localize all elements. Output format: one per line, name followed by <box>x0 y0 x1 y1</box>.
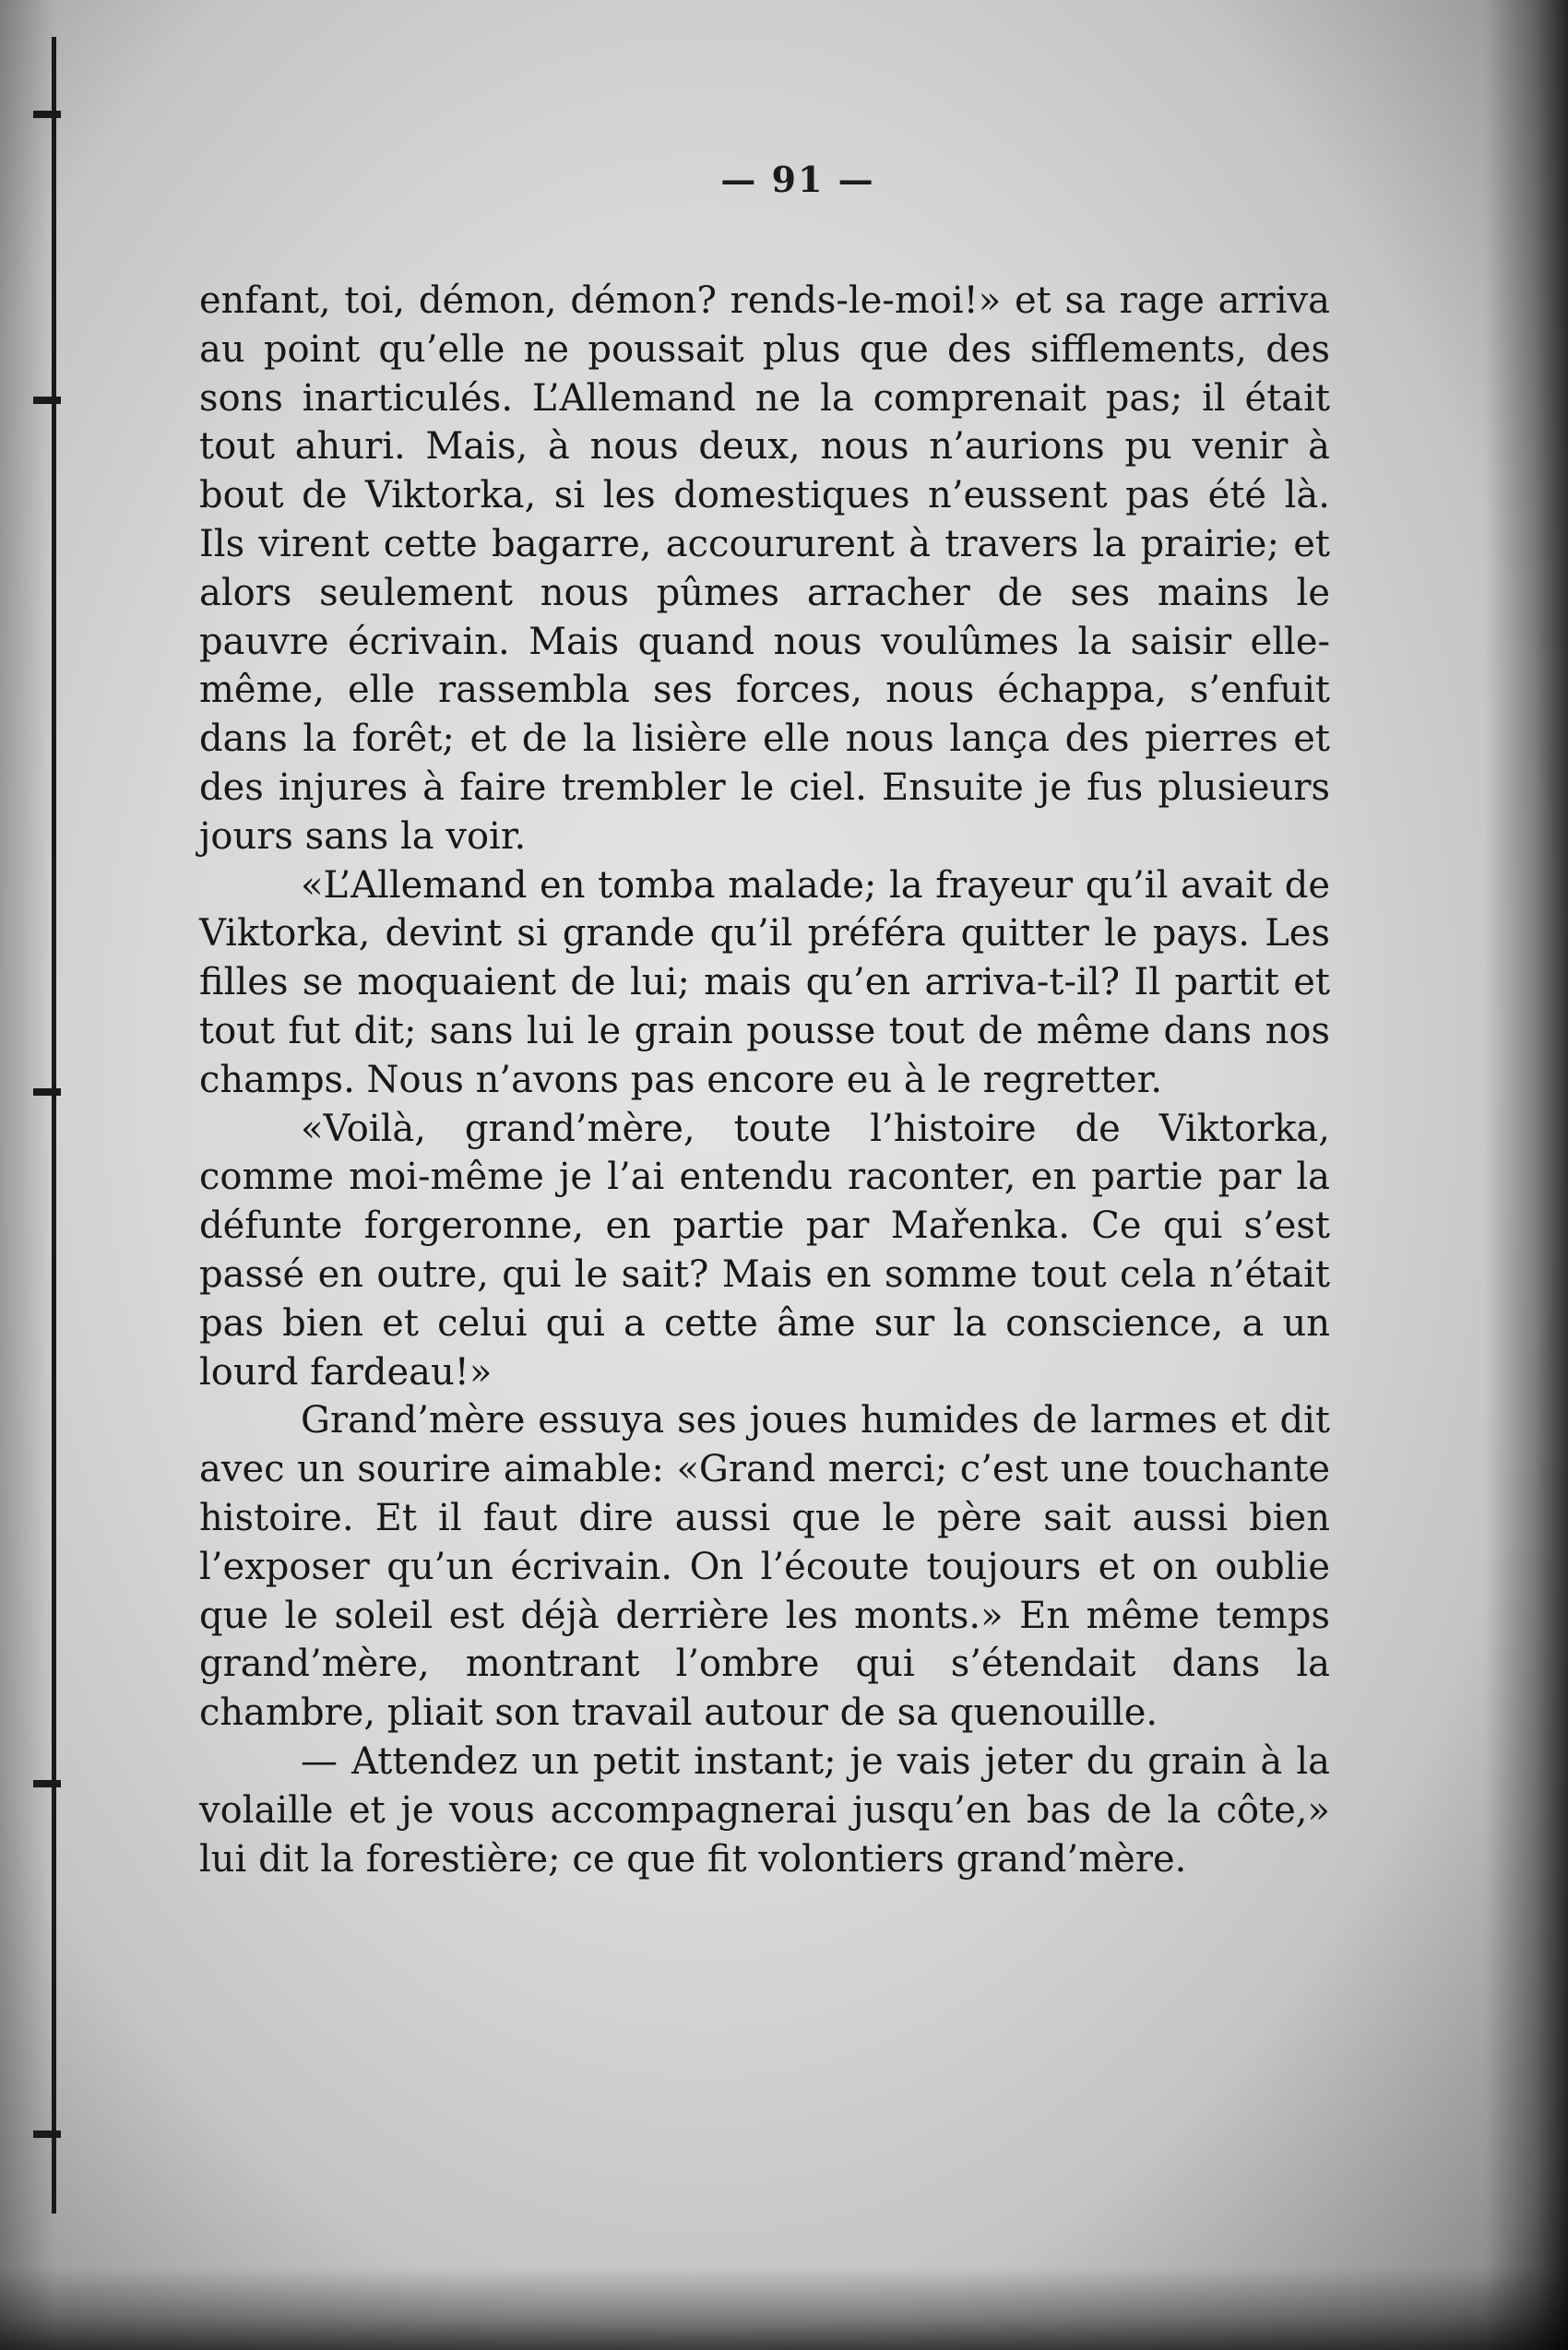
paragraph: Grand’mère essuya ses joues humides de larmes et dit avec un sourire aimable: «Grand merci; c’est une touchante histoire. Et il faut dire aussi que le père sait aussi bien l’exposer qu’un écrivain. On l’écoute toujours et on oublie que le soleil est déjà derrière les monts.» En même temps grand’mère, montrant l’ombre qui s’étendait dans la chambre, pliait son travail autour de sa quenouille. <box>199 1399 1330 1735</box>
binding-mark <box>33 2130 61 2138</box>
binding-mark <box>33 111 61 118</box>
page-right-shadow <box>1485 0 1568 2350</box>
binding-mark <box>33 1780 61 1787</box>
page-left-shadow <box>0 0 55 2350</box>
binding-edge <box>52 37 56 2214</box>
binding-mark <box>33 1088 61 1096</box>
paragraph: «L’Allemand en tomba malade; la frayeur qu’il avait de Viktorka, devint si grande qu’il préféra quitter le pays. Les filles se moquaient de lui; mais qu’en arriva-t-il? Il partit et tout fut dit; sans lui le grain pousse tout de même dans nos champs. Nous n’avons pas encore eu à le regretter. <box>199 863 1330 1101</box>
body-text <box>199 277 1330 1883</box>
binding-mark <box>33 397 61 404</box>
page-number: — 91 — <box>720 159 875 200</box>
paragraph: enfant, toi, démon, démon? rends-le-moi!» et sa rage arriva au point qu’elle ne poussait plus que des sifflements, des sons inarticulés. L’Allemand ne la comprenait pas; il était tout ahuri. Mais, à nous deux, nous n’aurions pu venir à bout de Viktorka, si les domestiques n’eussent pas été là. Ils virent cette bagarre, accoururent à travers la prairie; et alors seulement nous pûmes arracher de ses mains le pauvre écrivain. Mais quand nous voulûmes la saisir elle-même, elle rassembla ses forces, nous échappa, s’enfuit dans la forêt; et de la lisière elle nous lança des pierres et des injures à faire trembler le ciel. Ensuite je fus plusieurs jours sans la voir. <box>199 279 1330 858</box>
paragraph: «Voilà, grand’mère, toute l’histoire de Viktorka, comme moi-même je l’ai entendu raconter, en partie par la défunte forgeronne, en partie par Mařenka. Ce qui s’est passé en outre, qui le sait? Mais en somme tout cela n’était pas bien et celui qui a cette âme sur la conscience, a un lourd fardeau!» <box>199 1107 1330 1394</box>
page-bottom-shadow <box>0 2267 1568 2350</box>
paragraph: — Attendez un petit instant; je vais jeter du grain à la volaille et je vous accompagnerai jusqu’en bas de la côte,» lui dit la forestière; ce que fit volontiers grand’mère. <box>199 1739 1330 1881</box>
